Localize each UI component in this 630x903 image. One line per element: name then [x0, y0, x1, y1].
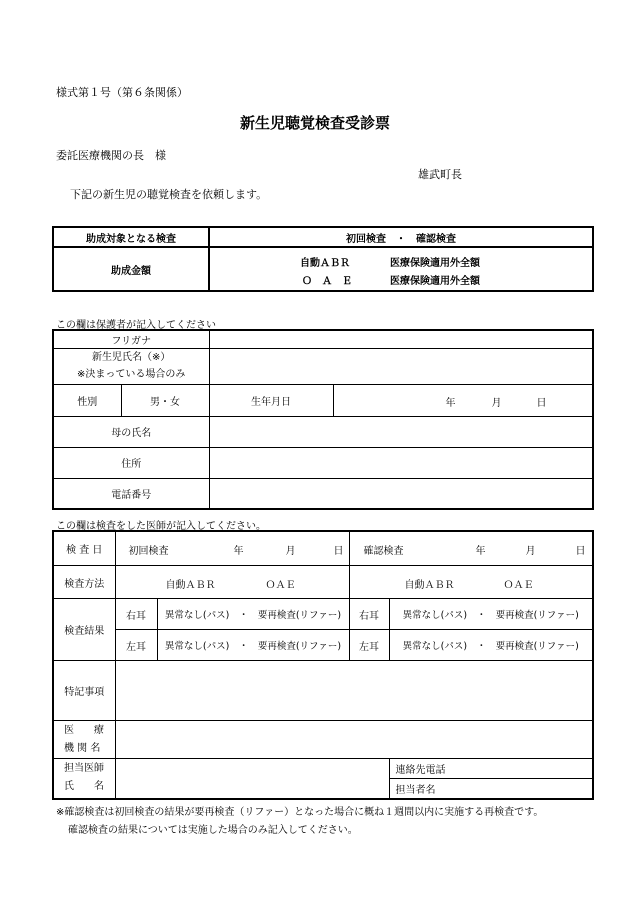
address-field[interactable]: [209, 447, 593, 478]
mother-name-label: 母の氏名: [53, 416, 209, 447]
method-label: 検査方法: [53, 566, 115, 599]
issuer: 雄武町長: [418, 168, 462, 181]
doctor-note: この欄は検査をした医師が記入してください。: [56, 521, 266, 532]
birth-year: 年: [445, 397, 456, 409]
initial-year: 年: [233, 546, 244, 557]
confirm-month: 月: [525, 546, 536, 557]
doctor-name-field[interactable]: [115, 759, 389, 799]
initial-exam-date[interactable]: [115, 531, 349, 566]
doctor-label-2: 氏 名: [64, 781, 104, 793]
contact-person-label[interactable]: 担当者名: [389, 779, 593, 799]
remarks-field[interactable]: [115, 661, 593, 721]
result-label: 検査結果: [53, 599, 115, 661]
birth-day: 日: [536, 397, 547, 409]
subsidy-amount-label: 助成金額: [53, 247, 209, 291]
initial-day: 日: [333, 546, 344, 557]
child-name-field[interactable]: [209, 348, 593, 384]
birth-month: 月: [491, 397, 502, 409]
institution-label-2: 機 関 名: [64, 742, 101, 754]
confirm-right-ear-result[interactable]: 異常なし(パス) ・ 要再検査(リファー): [389, 599, 593, 630]
confirm-method-abr: 自動ＡＢＲ: [404, 580, 455, 591]
addressee: 委託医療機関の長 様: [56, 149, 166, 162]
initial-right-ear-label: 右耳: [115, 599, 157, 630]
confirm-exam-label: 確認検査: [363, 546, 404, 557]
birth-field[interactable]: [333, 384, 593, 416]
subsidy-target-value: 初回検査 ・ 確認検査: [209, 227, 593, 247]
remarks-label: 特記事項: [53, 661, 115, 721]
initial-right-ear-result[interactable]: 異常なし(パス) ・ 要再検査(リファー): [157, 599, 349, 630]
confirm-right-ear-label: 右耳: [349, 599, 389, 630]
institution-label: [53, 721, 115, 759]
confirm-left-ear-result[interactable]: 異常なし(パス) ・ 要再検査(リファー): [389, 630, 593, 661]
footnote-2: 確認検査の結果については実施した場合のみ記入してください。: [68, 825, 358, 836]
subsidy-table: [52, 226, 594, 292]
subsidy-amount-cell: [209, 247, 593, 291]
subsidy-amount-oae: 医療保険適用外全額: [390, 276, 480, 287]
doctor-table: [52, 530, 594, 800]
subsidy-amount-abr: 医療保険適用外全額: [390, 258, 480, 269]
child-name-label: [53, 348, 209, 384]
phone-field[interactable]: [209, 478, 593, 509]
furigana-label: フリガナ: [53, 330, 209, 348]
subsidy-target-label: 助成対象となる検査: [53, 227, 209, 247]
guardian-table: [52, 329, 594, 510]
footnote-1: ※確認検査は初回検査の結果が要再検査（リファー）となった場合に概ね１週間以内に実施する再検査です。: [56, 807, 544, 818]
confirm-method-oae: ＯＡＥ: [503, 580, 534, 591]
exam-date-label: 検 査 日: [53, 531, 115, 566]
initial-method[interactable]: [115, 566, 349, 599]
subsidy-method-abr: 自動ＡＢＲ: [300, 258, 350, 269]
form-number: 様式第１号（第６条関係）: [56, 86, 188, 99]
request-text: 下記の新生児の聴覚検査を依頼します。: [70, 188, 268, 201]
confirm-year: 年: [475, 546, 486, 557]
sex-label: 性別: [53, 384, 121, 416]
initial-method-oae: ＯＡＥ: [265, 580, 296, 591]
institution-label-1: 医 療: [64, 724, 104, 736]
doctor-label-1: 担当医師: [64, 763, 104, 775]
sex-options[interactable]: 男・女: [121, 384, 209, 416]
initial-exam-label: 初回検査: [128, 546, 169, 557]
initial-method-abr: 自動ＡＢＲ: [165, 580, 216, 591]
furigana-field[interactable]: [209, 330, 593, 348]
confirm-left-ear-label: 左耳: [349, 630, 389, 661]
birth-label: 生年月日: [209, 384, 333, 416]
doctor-label: [53, 759, 115, 799]
institution-field[interactable]: [115, 721, 593, 759]
contact-phone-label[interactable]: 連絡先電話: [389, 759, 593, 779]
confirm-method[interactable]: [349, 566, 593, 599]
child-name-label-note: ※決まっている場合のみ: [77, 369, 186, 380]
child-name-label-main: 新生児氏名（※）: [92, 352, 171, 363]
subsidy-method-oae: Ｏ Ａ Ｅ: [302, 276, 352, 287]
mother-name-field[interactable]: [209, 416, 593, 447]
page-title: 新生児聴覚検査受診票: [239, 114, 390, 132]
phone-label: 電話番号: [53, 478, 209, 509]
guardian-note: この欄は保護者が記入してください: [56, 320, 216, 331]
initial-left-ear-label: 左耳: [115, 630, 157, 661]
confirm-day: 日: [575, 546, 586, 557]
confirm-exam-date[interactable]: [349, 531, 593, 566]
initial-month: 月: [285, 546, 296, 557]
address-label: 住所: [53, 447, 209, 478]
initial-left-ear-result[interactable]: 異常なし(パス) ・ 要再検査(リファー): [157, 630, 349, 661]
